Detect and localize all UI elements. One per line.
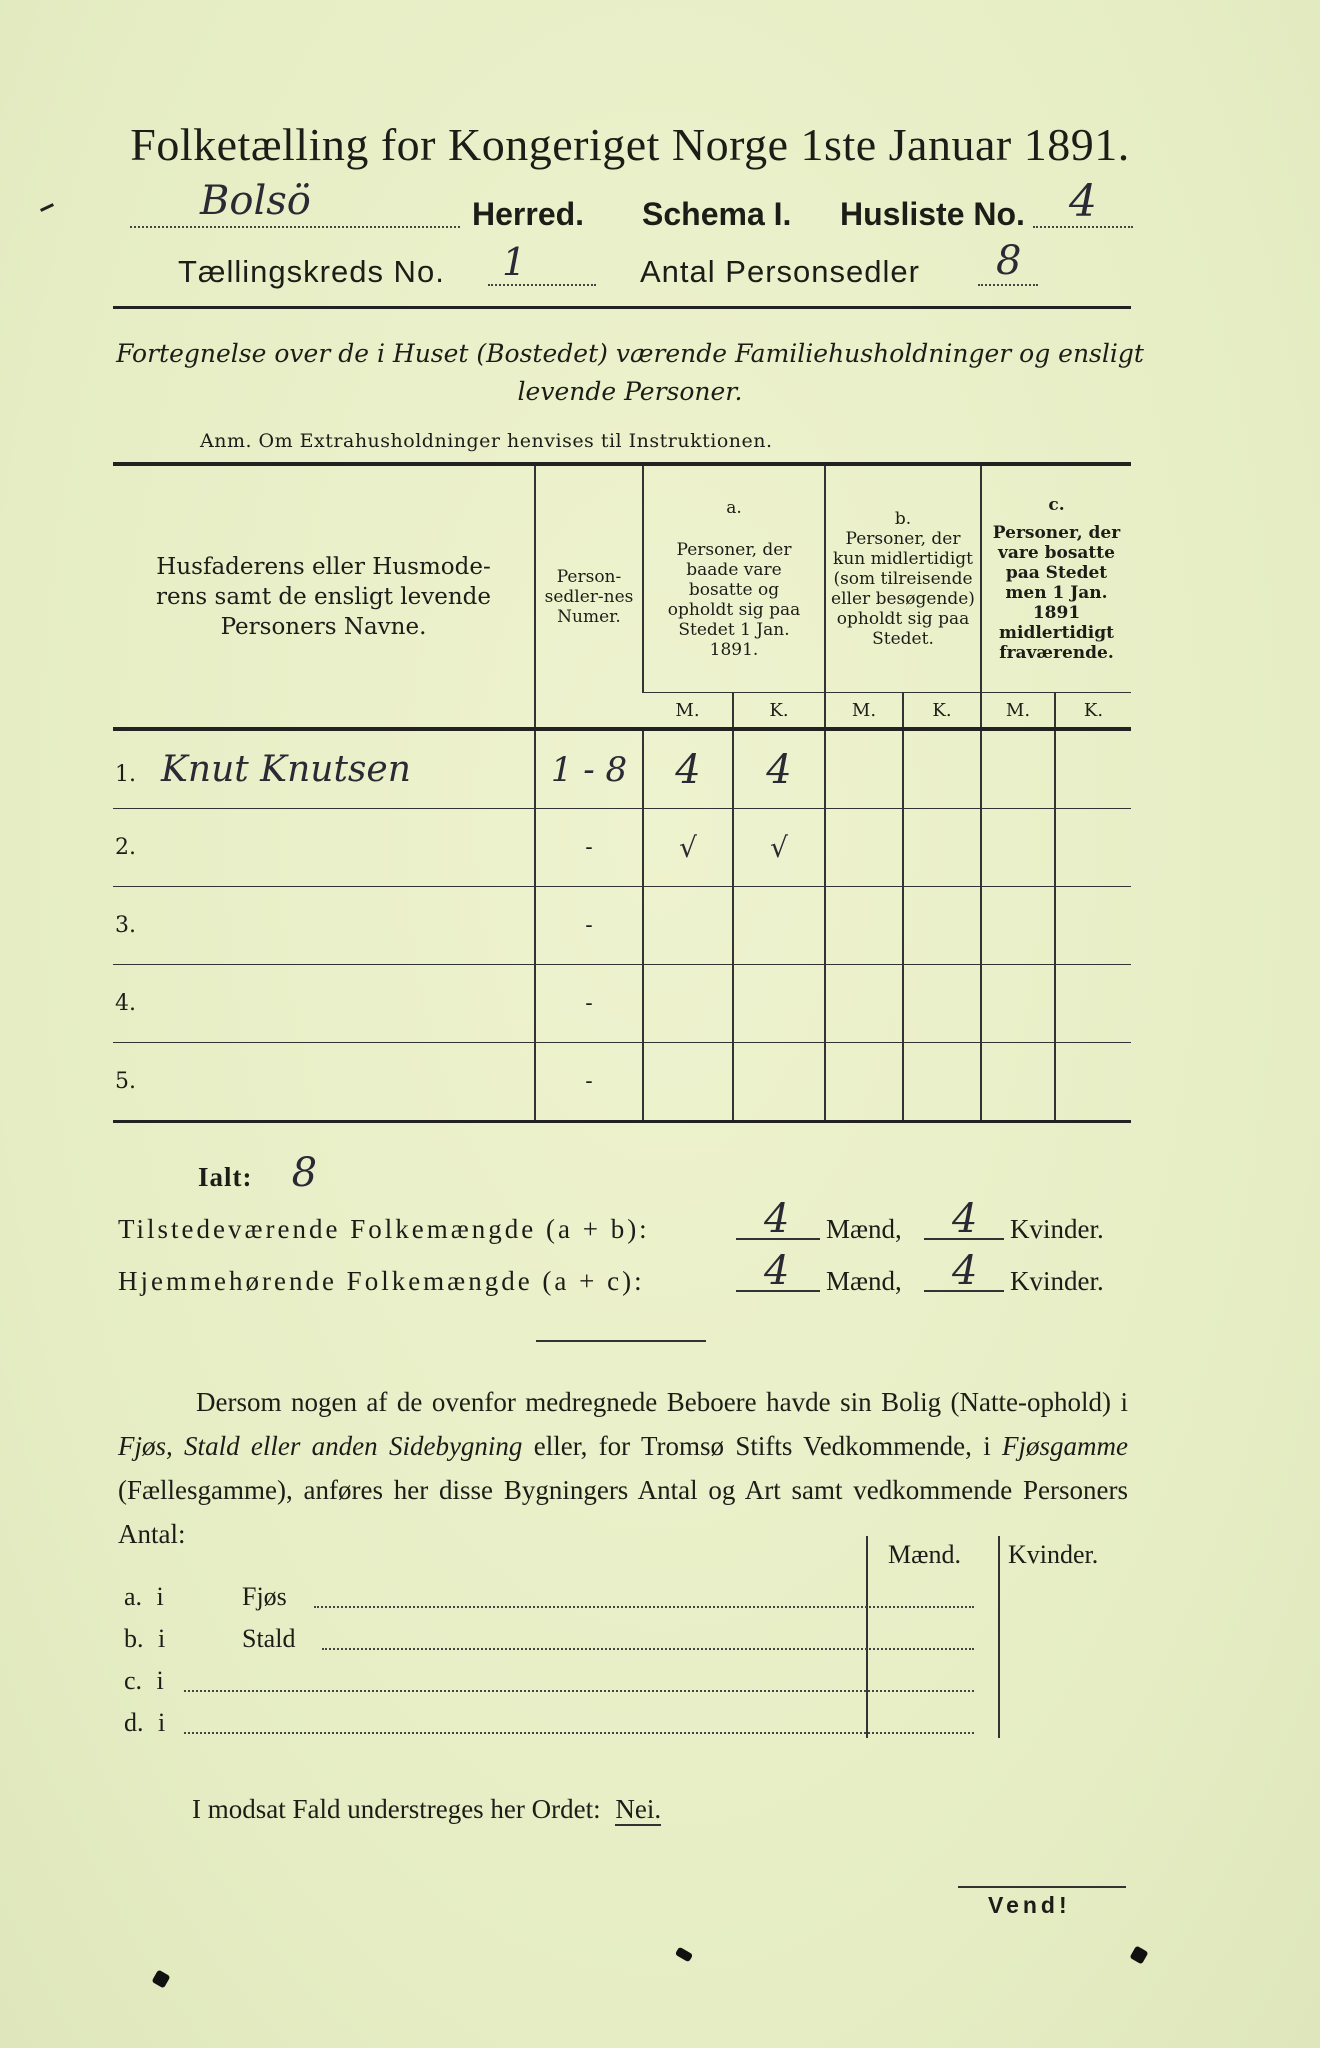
subtitle-line1: Fortegnelse over de i Huset (Bostedet) værende Familiehusholdninger og ensligt [116, 339, 1144, 368]
hjemme-line [118, 1248, 1138, 1310]
buildings-divider-2 [998, 1536, 1000, 1738]
row-num: 1 - 8 [535, 729, 643, 809]
tilstede-kvinder: Kvinder. [1010, 1214, 1104, 1244]
row-b-k [903, 729, 981, 809]
personsedler-no: 8 [996, 238, 1022, 284]
table-row [113, 965, 1131, 1043]
building-item: c. i [124, 1666, 864, 1700]
section-divider [536, 1340, 706, 1342]
row-c-k [1055, 887, 1131, 965]
hjemme-label: Hjemmehørende Folkemængde (a + c): [118, 1266, 645, 1296]
row-c-m [981, 1043, 1055, 1122]
row-a-m [643, 965, 733, 1043]
col-b-header: b. Personer, der kun midlertidigt (som tilreisende eller besøgende) opholdt sig paa Stedet. [825, 464, 981, 693]
row-a-k [733, 1043, 825, 1122]
table-header [113, 464, 1131, 693]
husliste-label: Husliste No. [840, 196, 1025, 232]
col-b-m: M. [825, 693, 903, 730]
row-num: - [535, 809, 643, 887]
ialt-label: Ialt: [198, 1162, 253, 1192]
col-b-k: K. [903, 693, 981, 730]
vend-label: Vend! [988, 1892, 1071, 1918]
row-b-m [825, 965, 903, 1043]
row-b-m [825, 729, 903, 809]
hjemme-kvinder: Kvinder. [1010, 1266, 1104, 1296]
form-title: Folketælling for Kongeriget Norge 1ste Januar 1891. [130, 119, 1130, 170]
nei-word: Nei. [615, 1794, 662, 1824]
ialt-line [198, 1150, 498, 1200]
row-name-cell: 4. [113, 965, 535, 1043]
husliste-field [1033, 176, 1133, 228]
buildings-maend-header: Mænd. [888, 1540, 961, 1569]
row-num: - [535, 887, 643, 965]
row-a-m: 4 [643, 729, 733, 809]
table-bottom-rule [113, 1122, 1131, 1124]
household-table [113, 462, 1131, 1123]
personsedler-label: Antal Personsedler [640, 254, 920, 289]
col-c-header: c. Personer, der vare bosatte paa Stedet men 1 Jan. 1891 midlertidigt fraværende. [981, 464, 1131, 693]
col-c-k: K. [1055, 693, 1131, 730]
kreds-label: Tællingskreds No. [178, 254, 445, 289]
herred-name: Bolsö [200, 178, 311, 224]
annotation-note: Anm. Om Extrahusholdninger henvises til Instruktionen. [200, 430, 773, 452]
header-rule [113, 306, 1131, 309]
table-row [113, 887, 1131, 965]
row-c-m [981, 729, 1055, 809]
row-b-k [903, 965, 981, 1043]
row-num: - [535, 1043, 643, 1122]
col-num-header: Person-sedler-nes Numer. [535, 464, 643, 729]
row-b-k [903, 1043, 981, 1122]
row-name: Knut Knutsen [161, 749, 411, 790]
tilstede-k: 4 [952, 1196, 978, 1242]
ink-mark [1129, 1945, 1148, 1964]
ink-mark [151, 1969, 170, 1988]
sidebuilding-paragraph: Dersom nogen af de ovenfor medregnede Beboere havde sin Bolig (Natte-ophold) i Fjøs, Stald eller anden Sidebygning eller, for Tromsø Stifts Vedkommende, i Fjøsgamme (Fællesgamme), anføres her disse Bygningers Antal og Art samt vedkommende Personers Antal: [118, 1387, 1129, 1549]
kreds-line [178, 238, 1138, 294]
hjemme-m: 4 [764, 1248, 790, 1294]
row-name-cell: 3. [113, 887, 535, 965]
buildings-kvinder-header: Kvinder. [1008, 1540, 1099, 1569]
building-item: b. i Stald [124, 1624, 864, 1658]
row-b-m [825, 1043, 903, 1122]
row-a-k [733, 965, 825, 1043]
table-row [113, 809, 1131, 887]
row-name-cell: 2. [113, 809, 535, 887]
row-name-cell: 1. Knut Knutsen [113, 729, 535, 809]
row-a-m [643, 887, 733, 965]
husliste-no: 4 [1069, 176, 1097, 227]
col-a-k: K. [733, 693, 825, 730]
tilstede-maend: Mænd, [826, 1214, 902, 1244]
kreds-field [488, 240, 596, 286]
row-c-k [1055, 1043, 1131, 1122]
row-a-m [643, 1043, 733, 1122]
herred-line [130, 176, 1140, 236]
subtitle [110, 335, 1150, 411]
ink-mark [675, 1947, 693, 1963]
row-c-k [1055, 965, 1131, 1043]
row-c-m [981, 809, 1055, 887]
herred-field [130, 178, 460, 228]
row-a-k [733, 887, 825, 965]
col-name-header: Husfaderens eller Husmode-rens samt de ensligt levende Personers Navne. [156, 553, 491, 640]
tilstede-line [118, 1196, 1138, 1258]
row-name-cell: 5. [113, 1043, 535, 1122]
row-c-m [981, 887, 1055, 965]
modsat-text: I modsat Fald understreges her Ordet: [192, 1794, 601, 1824]
personsedler-field [978, 238, 1038, 286]
schema-label: Schema I. [642, 196, 792, 232]
hjemme-k: 4 [952, 1248, 978, 1294]
row-b-m [825, 809, 903, 887]
row-c-k [1055, 809, 1131, 887]
subtitle-line2: levende Personer. [517, 377, 743, 406]
row-a-m: √ [643, 809, 733, 887]
ink-mark [40, 203, 54, 212]
row-b-k [903, 809, 981, 887]
row-a-k: 4 [733, 729, 825, 809]
tilstede-label: Tilstedeværende Folkemængde (a + b): [118, 1214, 650, 1244]
herred-label: Herred. [472, 196, 585, 232]
ialt-value: 8 [291, 1150, 318, 1196]
col-a-header: a. Personer, der baade vare bosatte og opholdt sig paa Stedet 1 Jan. 1891. [643, 464, 825, 693]
building-item: a. i Fjøs [124, 1582, 864, 1616]
table-row [113, 1043, 1131, 1122]
tilstede-m: 4 [764, 1196, 790, 1242]
col-a-m: M. [643, 693, 733, 730]
building-item: d. i [124, 1708, 864, 1742]
row-c-k [1055, 729, 1131, 809]
row-b-k [903, 887, 981, 965]
hjemme-maend: Mænd, [826, 1266, 902, 1296]
row-num: - [535, 965, 643, 1043]
col-c-m: M. [981, 693, 1055, 730]
row-b-m [825, 887, 903, 965]
vend-rule [958, 1886, 1126, 1888]
modsat-line [192, 1794, 661, 1825]
row-a-k: √ [733, 809, 825, 887]
row-c-m [981, 965, 1055, 1043]
table-row [113, 729, 1131, 809]
kreds-no: 1 [502, 240, 527, 284]
